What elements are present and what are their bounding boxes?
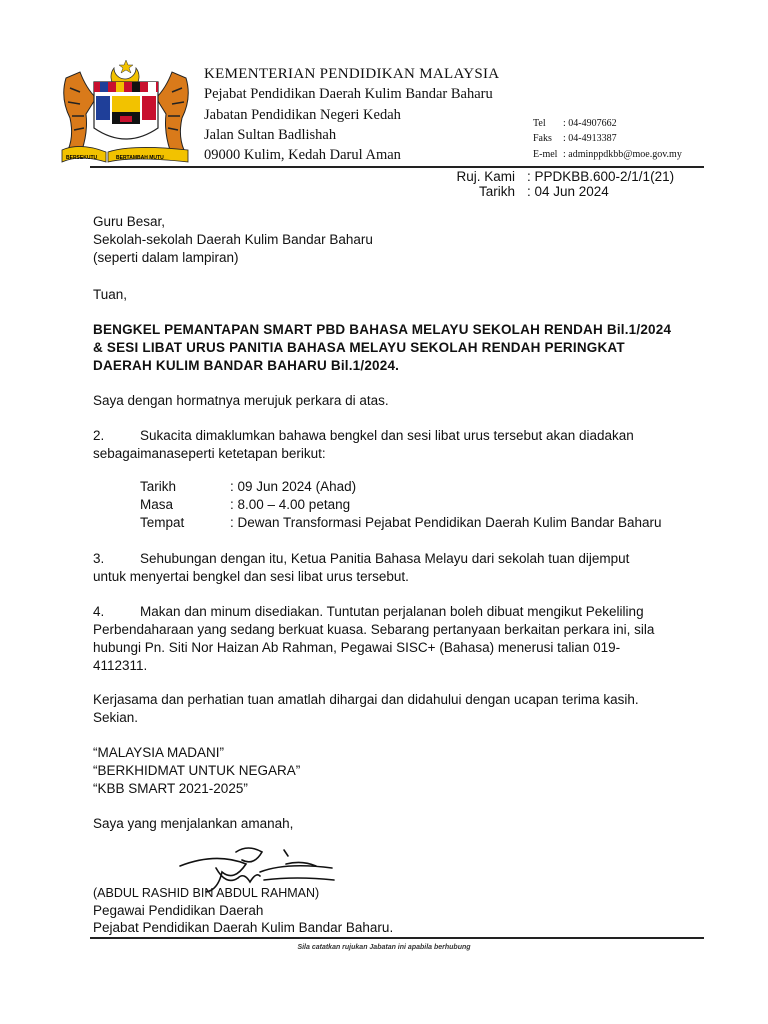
paragraph-4-number: 4. [93,604,105,619]
crest-motto-right: BERTAMBAH MUTU [116,155,164,161]
crest-motto-left: BERSEKUTU [66,155,98,161]
contact-fax [533,133,617,144]
street-address: Jalan Sultan Badlishah [204,127,337,143]
signatory-name: (ABDUL RASHID BIN ABDUL RAHMAN) [93,886,320,900]
ministry-name: KEMENTERIAN PENDIDIKAN MALAYSIA [204,66,500,82]
recipient-line3: (seperti dalam lampiran) [93,250,239,265]
paragraph-4-line4: 4112311. [93,658,148,673]
paragraph-3-text: Sehubungan dengan itu, Ketua Panitia Bahasa Melayu dari sekolah tuan dijemput [140,551,630,566]
signatory-title: Pegawai Pendidikan Daerah [93,903,264,918]
detail-venue-label: Tempat [140,515,185,530]
detail-time-value: : 8.00 – 4.00 petang [230,497,351,512]
date-value: : 04 Jun 2024 [527,184,609,199]
contact-tel [533,118,617,129]
footer-divider [90,937,704,939]
ref-value: : PPDKBB.600-2/1/1(21) [527,169,675,184]
office-name: Pejabat Pendidikan Daerah Kulim Bandar Baharu [204,86,493,102]
state-department: Jabatan Pendidikan Negeri Kedah [204,107,401,123]
ref-label: Ruj. Kami [456,169,515,184]
letterhead-divider [90,166,704,168]
slogan-1: “MALAYSIA MADANI” [93,745,225,760]
paragraph-2-line1 [93,427,634,445]
paragraph-3-line2: untuk menyertai bengkel dan sesi libat urus tersebut. [93,569,409,584]
contact-email [533,149,682,160]
subject-line1: BENGKEL PEMANTAPAN SMART PBD BAHASA MELAYU SEKOLAH RENDAH Bil.1/2024 [93,322,672,337]
paragraph-2-line2: sebagaimanaseperti ketetapan berikut: [93,446,326,461]
salutation: Tuan, [93,287,128,302]
paragraph-4-line3: hubungi Pn. Siti Nor Haizan Ab Rahman, Pegawai SISC+ (Bahasa) menerusi talian 019- [93,640,621,655]
detail-date-label: Tarikh [140,479,177,494]
closing-line2: Sekian. [93,710,139,725]
intro-paragraph: Saya dengan hormatnya merujuk perkara di atas. [93,393,389,408]
reference-date [440,184,609,199]
detail-time-label: Masa [140,497,174,512]
recipient-line2: Sekolah-sekolah Daerah Kulim Bandar Baharu [93,232,373,247]
slogan-2: “BERKHIDMAT UNTUK NEGARA” [93,763,301,778]
contact-email-label: E-mel [533,149,558,160]
contact-fax-value: : 04-4913387 [563,133,617,144]
signoff: Saya yang menjalankan amanah, [93,816,294,831]
postcode-city: 09000 Kulim, Kedah Darul Aman [204,147,401,163]
contact-tel-label: Tel [533,118,546,129]
detail-date [140,479,356,494]
closing-line1: Kerjasama dan perhatian tuan amatlah dihargai dan didahului dengan ucapan terima kasih. [93,692,639,707]
paragraph-3-line1 [93,550,629,568]
paragraph-3-number: 3. [93,551,105,566]
subject-line3: DAERAH KULIM BANDAR BAHARU Bil.1/2024. [93,358,400,373]
coat-of-arms-icon [56,58,196,168]
paragraph-2-number: 2. [93,428,105,443]
paragraph-4-line1 [93,603,644,621]
reference-number [440,169,674,184]
detail-venue [140,515,662,530]
footer-note: Sila catatkan rujukan Jabatan ini apabila berhubung [297,944,471,951]
subject-line2: & SESI LIBAT URUS PANITIA BAHASA MELAYU SEKOLAH RENDAH PERINGKAT [93,340,625,355]
contact-email-value: : adminppdkbb@moe.gov.my [563,149,682,160]
recipient-line1: Guru Besar, [93,214,166,229]
detail-venue-value: : Dewan Transformasi Pejabat Pendidikan Daerah Kulim Bandar Baharu [230,515,662,530]
slogan-3: “KBB SMART 2021-2025” [93,781,248,796]
paragraph-4-text: Makan dan minum disediakan. Tuntutan perjalanan boleh dibuat mengikut Pekeliling [140,604,644,619]
contact-fax-label: Faks [533,133,552,144]
date-label: Tarikh [478,184,515,199]
contact-tel-value: : 04-4907662 [563,118,617,129]
detail-date-value: : 09 Jun 2024 (Ahad) [230,479,357,494]
paragraph-2-text: Sukacita dimaklumkan bahawa bengkel dan sesi libat urus tersebut akan diadakan [140,428,634,443]
detail-time [140,497,350,512]
signatory-office: Pejabat Pendidikan Daerah Kulim Bandar Baharu. [93,920,394,935]
paragraph-4-line2: Perbendaharaan yang sedang berkuat kuasa. Sebarang pertanyaan berkaitan perkara ini, sila [93,622,655,637]
